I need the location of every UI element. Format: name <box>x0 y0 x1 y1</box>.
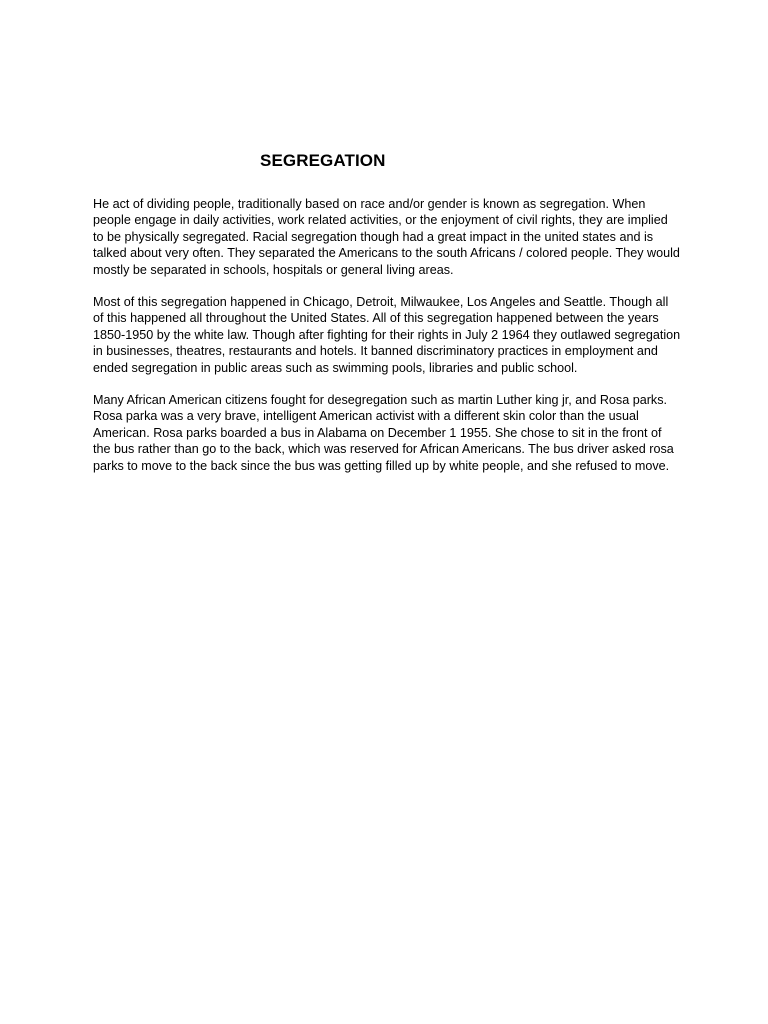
document-title: SEGREGATION <box>260 151 386 170</box>
paragraph-3: Many African American citizens fought for desegregation such as martin Luther king jr, and Rosa parks. Rosa parka was a very brave, intelligent American activist with a different skin color than the usual American. Rosa parks boarded a bus in Alabama on December 1 1955. She chose to sit in the front of the bus rather than go to the back, which was reserved for African Americans. The bus driver asked rosa parks to move to the back since the bus was getting filled up by white people, and she refused to move. <box>93 393 674 473</box>
document-body <box>93 196 681 490</box>
paragraph-2: Most of this segregation happened in Chicago, Detroit, Milwaukee, Los Angeles and Seattle. Though all of this happened all throughout the United States. All of this segregation happened between the years 1850-1950 by the white law. Though after fighting for their rights in July 2 1964 they outlawed segregation in businesses, theatres, restaurants and hotels. It banned discriminatory practices in employment and ended segregation in public areas such as swimming pools, libraries and public school. <box>93 295 681 375</box>
paragraph-1: He act of dividing people, traditionally based on race and/or gender is known as segregation. When people engage in daily activities, work related activities, or the enjoyment of civil rights, they are implied to be physically segregated. Racial segregation though had a great impact in the united states and is talked about very often. They separated the Americans to the south Africans / colored people. They would mostly be separated in schools, hospitals or general living areas. <box>93 197 680 277</box>
